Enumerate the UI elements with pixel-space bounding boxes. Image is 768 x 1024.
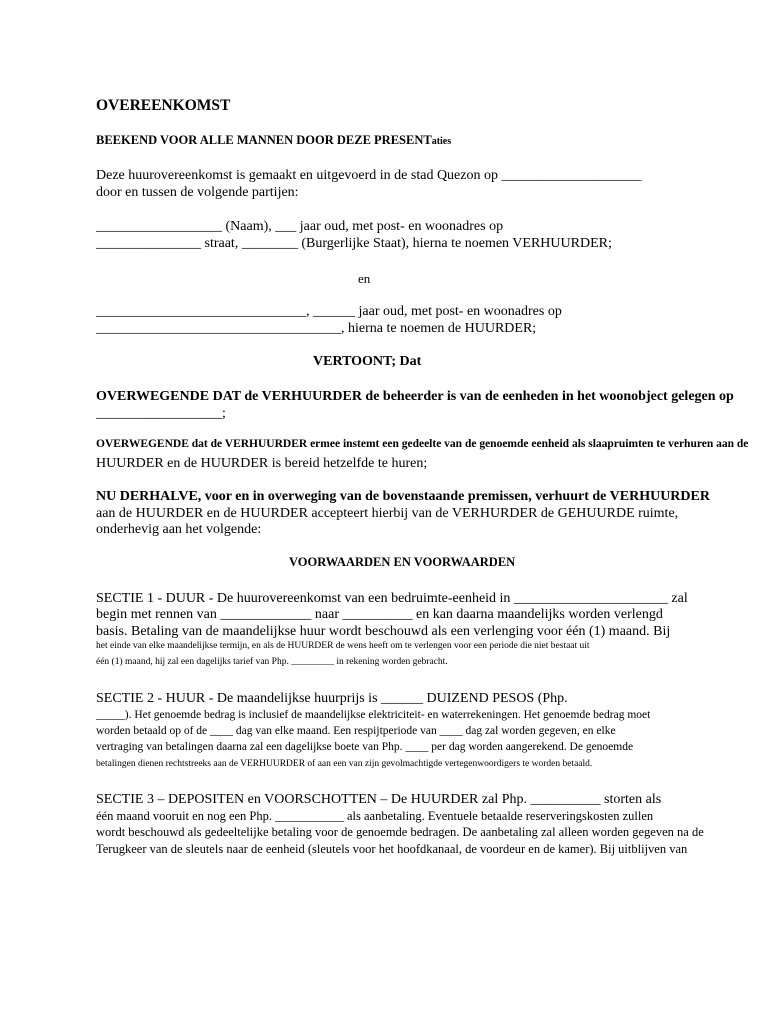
sectie2-line-5: betalingen dienen rechtstreeks aan de VERHUURDER of aan een van zijn gevolmachtigde vertegenwoordigers te worden betaald. [96,759,593,769]
overwegende1-line-1: OVERWEGENDE DAT de VERHUURDER de beheerder is van de eenheden in het woonobject gelegen op [96,389,734,404]
sectie3-line-1: SECTIE 3 – DEPOSITEN en VOORSCHOTTEN – De HUURDER zal Php. __________ storten als [96,792,662,807]
intro-line-1: Deze huurovereenkomst is gemaakt en uitgevoerd in de stad Quezon op ____________________ [96,168,642,183]
sectie3-line-3: wordt beschouwd als gedeeltelijke betaling voor de genoemde bedragen. De aanbetaling zal alleen worden gegeven na de [96,825,704,839]
sectie1-line-2: begin met rennen van _____________ naar __________ en kan daarna maandelijks worden verlengd [96,607,663,622]
document-header [96,134,451,147]
party1-line-1: __________________ (Naam), ___ jaar oud, met post- en woonadres op [96,219,504,234]
vertoont-heading: VERTOONT; Dat [313,354,422,369]
intro-line-2: door en tussen de volgende partijen: [96,185,299,200]
nu-derhalve-line-2: aan de HUURDER en de HUURDER accepteert hierbij van de VERHURDER de GEHUURDE ruimte, [96,506,679,521]
conditions-heading: VOORWAARDEN EN VOORWAARDEN [289,555,516,569]
header-suffix: aties [431,136,452,147]
nu-derhalve-line-3: onderhevig aan het volgende: [96,522,262,537]
sectie1-line-1: SECTIE 1 - DUUR - De huurovereenkomst van een bedruimte-eenheid in ______________________ zal [96,591,688,606]
sectie1-line-3: basis. Betaling van de maandelijkse huur wordt beschouwd als een verlenging voor één (1) maand. Bij [96,624,671,639]
party2-line-2: ___________________________________, hierna te noemen de HUURDER; [96,321,537,336]
overwegende2-line-2: HUURDER en de HUURDER is bereid hetzelfde te huren; [96,456,428,471]
nu-derhalve-line-1: NU DERHALVE, voor en in overweging van de bovenstaande premissen, verhuurt de VERHUURDER [96,489,710,504]
party1-line-2: _______________ straat, ________ (Burgerlijke Staat), hierna te noemen VERHUURDER; [96,236,612,251]
sectie2-line-4: vertraging van betalingen daarna zal een dagelijkse boete van Php. ____ per dag worden aangerekend. De genoemde [96,741,634,753]
overwegende1-line-2: __________________; [96,406,226,421]
party2-line-1: ______________________________, ______ jaar oud, met post- en woonadres op [96,304,562,319]
sectie2-line-2: _____). Het genoemde bedrag is inclusief de maandelijkse elektriciteit- en waterrekeningen. Het genoemde bedrag moet [96,709,651,721]
header-prefix: BEEKEND VOOR ALLE MANNEN DOOR DEZE PRESENT [96,133,432,147]
sectie1-line-4: het einde van elke maandelijkse termijn, en als de HUURDER de wens heeft om te verlengen voor een periode die niet bestaat uit [96,641,590,651]
overwegende2-line-1: OVERWEGENDE dat de VERHUURDER ermee instemt een gedeelte van de genoemde eenheid als slaapruimten te verhuren aan de [96,438,749,450]
sectie2-line-3: worden betaald op of de ____ dag van elke maand. Een respijtperiode van ____ dag zal worden gegeven, en elke [96,725,616,737]
sectie3-line-4: Terugkeer van de sleutels naar de eenheid (sleutels voor het hoofdkanaal, de voordeur en de kamer). Bij uitblijven van [96,842,688,856]
document-title: OVEREENKOMST [96,97,231,114]
sectie2-line-1: SECTIE 2 - HUUR - De maandelijkse huurprijs is ______ DUIZEND PESOS (Php. [96,691,568,706]
conjunction-en: en [358,271,371,286]
sectie3-line-2: één maand vooruit en nog een Php. ___________ als aanbetaling. Eventuele betaalde reserveringskosten zullen [96,809,654,823]
sectie1-line-5: één (1) maand, hij zal een dagelijks tarief van Php. _________ in rekening worden gebracht. [96,657,448,667]
